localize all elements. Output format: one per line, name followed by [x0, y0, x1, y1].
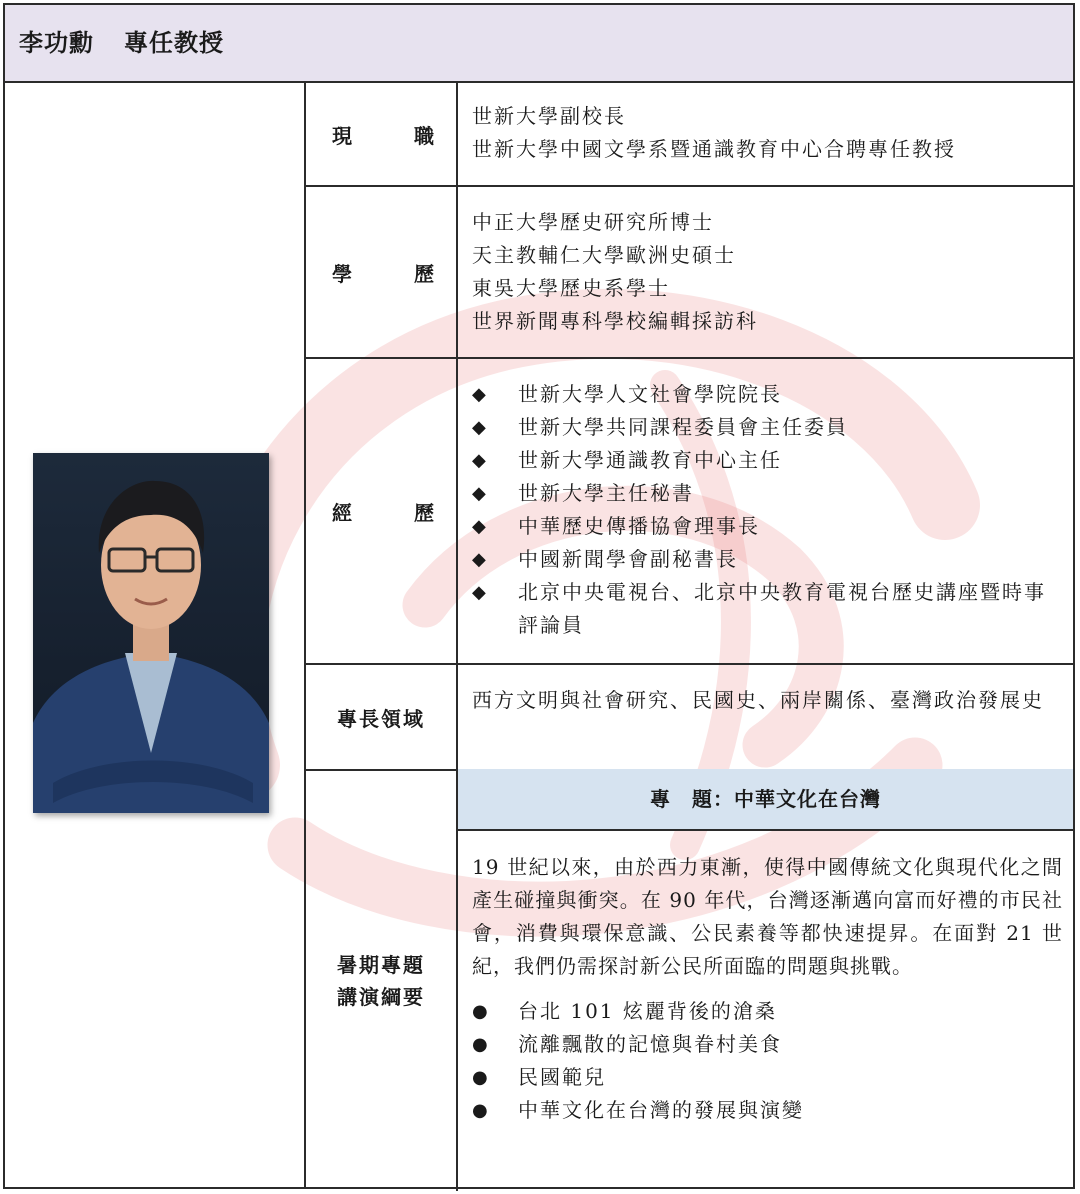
expertise-content: 西方文明與社會研究、民國史、兩岸關係、臺灣政治發展史: [458, 665, 1073, 771]
label-char-2: 歷: [414, 261, 434, 286]
experience-content: [458, 359, 1073, 665]
label-char-2: 歷: [414, 500, 434, 525]
dot-bullet-icon: ●: [472, 1100, 490, 1121]
lecture-summary: 19 世紀以來，由於西力東漸，使得中國傳統文化與現代化之間產生碰撞與衝突。在 90 年代，台灣逐漸邁向富而好禮的市民社會，消費與環保意識、公民素養等都快速提昇。在面對 21 世紀，我們仍需探討新公民所面臨的問題與挑戰。: [472, 855, 1063, 978]
lecture-point-text: 民國範兒: [518, 1065, 606, 1089]
position-line: 世新大學中國文學系暨通識教育中心合聘專任教授: [472, 137, 956, 161]
diamond-bullet-icon: ◆: [472, 549, 488, 570]
experience-item: [472, 477, 1063, 510]
diamond-bullet-icon: ◆: [472, 417, 488, 438]
position-line: 世新大學副校長: [472, 104, 626, 128]
lecture-points: [472, 995, 1063, 1127]
experience-item: [472, 543, 1063, 576]
education-line: 東吳大學歷史系學士: [472, 276, 670, 300]
label-education: [306, 187, 458, 359]
label-current-position: [306, 83, 458, 187]
label-char-1: 經: [332, 500, 352, 525]
lecture-point: [472, 995, 1063, 1028]
education-line: 世界新聞專科學校編輯採訪科: [472, 309, 758, 333]
experience-text: 世新大學主任秘書: [518, 481, 694, 505]
education-line: 中正大學歷史研究所博士: [472, 210, 714, 234]
label-char-1: 現: [332, 123, 352, 148]
dot-bullet-icon: ●: [472, 1001, 490, 1022]
experience-item: [472, 378, 1063, 411]
diamond-bullet-icon: ◆: [472, 384, 488, 405]
dot-bullet-icon: ●: [472, 1034, 490, 1055]
portrait-photo: [33, 453, 269, 813]
lecture-point-text: 中華文化在台灣的發展與演變: [518, 1098, 804, 1122]
experience-item: [472, 510, 1063, 543]
dot-bullet-icon: ●: [472, 1067, 490, 1088]
experience-text: 中國新聞學會副秘書長: [518, 547, 738, 571]
profile-table: [3, 3, 1075, 1189]
experience-item: [472, 576, 1063, 642]
experience-text: 中華歷史傳播協會理事長: [518, 514, 760, 538]
lecture-point-text: 流離飄散的記憶與眷村美食: [518, 1032, 782, 1056]
lecture-point-text: 台北 101 炫麗背後的滄桑: [518, 999, 777, 1023]
label-line-2: 講演綱要: [337, 985, 425, 1009]
experience-text: 北京中央電視台、北京中央教育電視台歷史講座暨時事評論員: [518, 580, 1046, 637]
lecture-point: [472, 1028, 1063, 1061]
experience-text: 世新大學共同課程委員會主任委員: [518, 415, 848, 439]
diamond-bullet-icon: ◆: [472, 450, 488, 471]
label-experience: [306, 359, 458, 665]
lecture-content: [458, 831, 1073, 1191]
label-summer-lecture: [306, 771, 458, 1191]
experience-text: 世新大學人文社會學院院長: [518, 382, 782, 406]
lecture-point: [472, 1094, 1063, 1127]
current-position-content: [458, 83, 1073, 187]
lecture-topic: 專 題：中華文化在台灣: [458, 769, 1073, 831]
experience-item: [472, 444, 1063, 477]
lecture-point: [472, 1061, 1063, 1094]
experience-text: 世新大學通識教育中心主任: [518, 448, 782, 472]
professor-title: 專任教授: [124, 29, 224, 57]
diamond-bullet-icon: ◆: [472, 516, 488, 537]
experience-item: [472, 411, 1063, 444]
diamond-bullet-icon: ◆: [472, 483, 488, 504]
diamond-bullet-icon: ◆: [472, 582, 488, 603]
label-char-2: 職: [414, 123, 434, 148]
photo-column: [5, 83, 306, 1187]
profile-header: [5, 5, 1073, 83]
education-content: [458, 187, 1073, 359]
label-line-1: 暑期專題: [337, 953, 425, 977]
label-char-1: 學: [332, 261, 352, 286]
education-line: 天主教輔仁大學歐洲史碩士: [472, 243, 736, 267]
professor-name: 李功勳: [19, 29, 94, 57]
label-expertise: 專長領域: [306, 665, 458, 771]
